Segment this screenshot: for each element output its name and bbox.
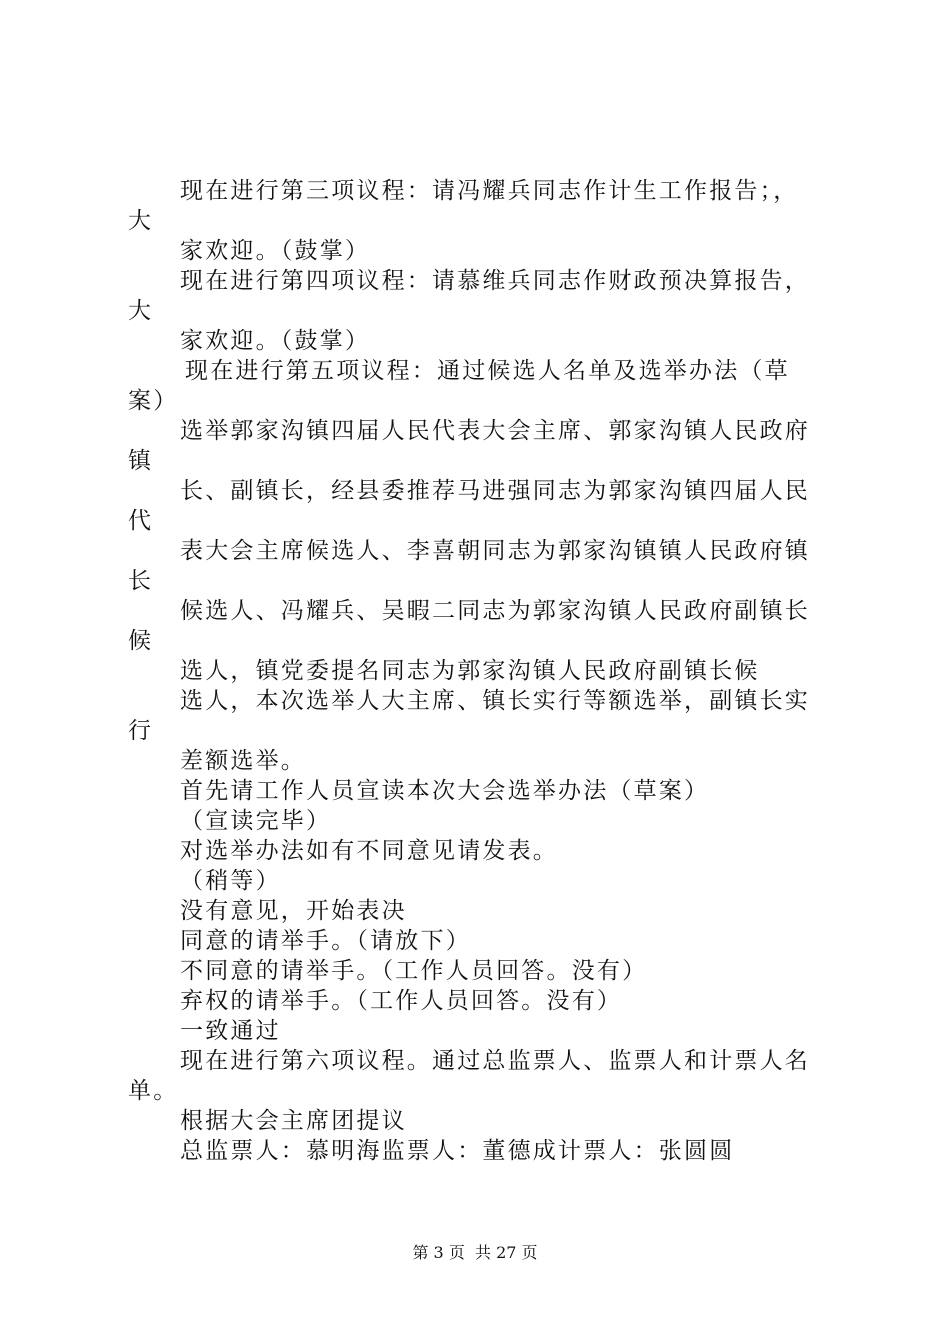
paragraph-line: 现在进行第五项议程：通过候选人名单及选举办法（草 xyxy=(185,358,790,384)
wrapped-line-fragment: 行 xyxy=(128,718,154,744)
paragraph-line: 不同意的请举手。（工作人员回答。没有） xyxy=(180,958,648,984)
paragraph-line: 总监票人：慕明海监票人：董德成计票人：张圆圆 xyxy=(180,1138,735,1164)
page-footer: 第 3 页 共 27 页 xyxy=(412,1243,538,1262)
paragraph-line: 长、副镇长，经县委推荐马进强同志为郭家沟镇四届人民 xyxy=(180,478,810,504)
wrapped-line-fragment: 候 xyxy=(128,628,154,654)
paragraph-line: 选人，本次选举人大主席、镇长实行等额选举，副镇长实 xyxy=(180,688,810,714)
paragraph-line: 一致通过 xyxy=(180,1018,281,1044)
paragraph-line: （稍等） xyxy=(180,868,281,894)
paragraph-line: 同意的请举手。（请放下） xyxy=(180,928,471,954)
paragraph-line: 现在进行第三项议程：请冯耀兵同志作计生工作报告；， xyxy=(180,178,799,204)
paragraph-line: 弃权的请举手。（工作人员回答。没有） xyxy=(180,988,623,1014)
wrapped-line-fragment: 单。 xyxy=(128,1078,179,1104)
wrapped-line-fragment: 镇 xyxy=(128,448,154,474)
paragraph-line: 对选举办法如有不同意见请发表。 xyxy=(180,838,558,864)
paragraph-line: 表大会主席候选人、李喜朝同志为郭家沟镇镇人民政府镇 xyxy=(180,538,810,564)
paragraph-line: 现在进行第六项议程。通过总监票人、监票人和计票人名 xyxy=(180,1048,810,1074)
document-body xyxy=(128,176,838,1166)
paragraph-line: 没有意见，开始表决 xyxy=(180,898,407,924)
wrapped-line-fragment: 代 xyxy=(128,508,154,534)
wrapped-line-fragment: 案） xyxy=(128,388,179,414)
paragraph-line: 候选人、冯耀兵、吴暇二同志为郭家沟镇人民政府副镇长 xyxy=(180,598,810,624)
paragraph-line: 现在进行第四项议程：请慕维兵同志作财政预决算报告， xyxy=(180,268,810,294)
wrapped-line-fragment: 大 xyxy=(128,298,154,324)
paragraph-line: 选人，镇党委提名同志为郭家沟镇人民政府副镇长候 xyxy=(180,658,760,684)
wrapped-line-fragment: 大 xyxy=(128,208,154,234)
paragraph-line: 根据大会主席团提议 xyxy=(180,1108,407,1134)
paragraph-line: 家欢迎。（鼓掌） xyxy=(180,238,371,264)
paragraph-line: （宣读完毕） xyxy=(180,808,332,834)
paragraph-line: 差额选举。 xyxy=(180,748,306,774)
paragraph-line: 选举郭家沟镇四届人民代表大会主席、郭家沟镇人民政府 xyxy=(180,418,810,444)
wrapped-line-fragment: 长 xyxy=(128,568,154,594)
paragraph-line: 家欢迎。（鼓掌） xyxy=(180,328,371,354)
paragraph-line: 首先请工作人员宣读本次大会选举办法（草案） xyxy=(180,778,710,804)
